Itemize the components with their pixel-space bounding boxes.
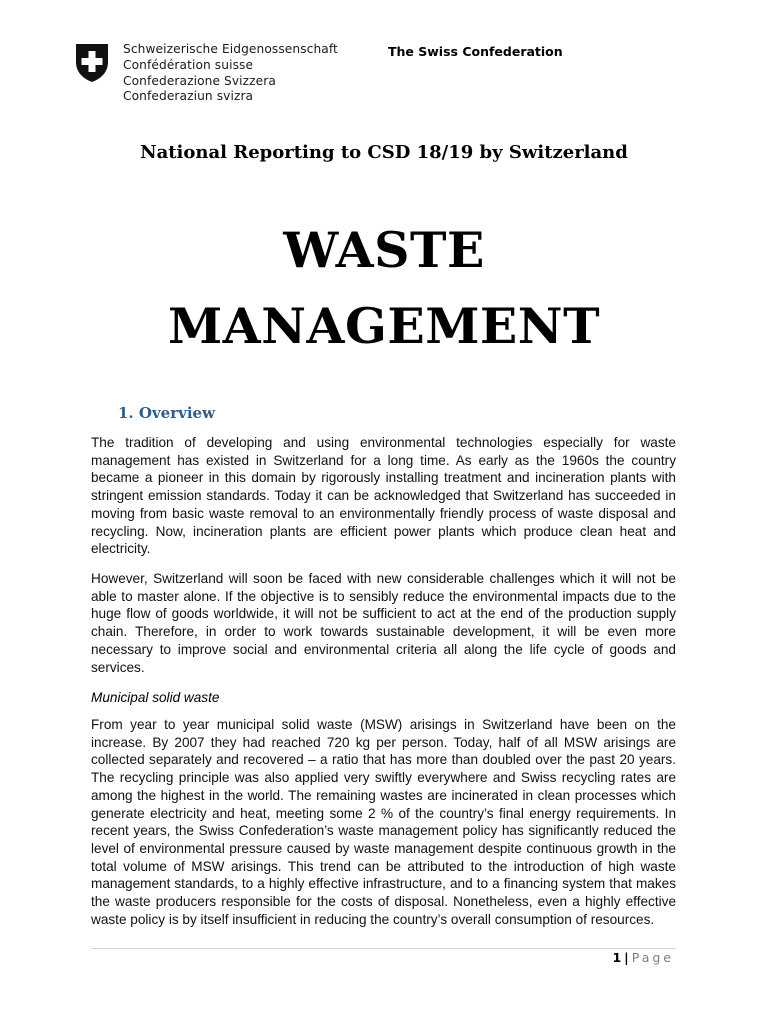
main-title <box>0 212 768 364</box>
subheading-municipal-solid-waste: Municipal solid waste <box>91 690 220 705</box>
confederation-names <box>123 42 338 105</box>
page-label: Page <box>631 950 674 965</box>
report-title: National Reporting to CSD 18/19 by Switzerland <box>140 142 628 163</box>
org-line-fr: Confédération suisse <box>123 57 254 72</box>
paragraph-overview-2: However, Switzerland will soon be faced with new considerable challenges which it will not be able to master alone. If the objective is to sensibly reduce the environmental impacts due to the huge flow of goods worldwide, it will not be sufficient to act at the end of the production supply chain. Therefore, in order to work towards sustainable development, it will be even more necessary to improve social and environmental criteria all along the life cycle of goods and services. <box>91 571 676 675</box>
org-line-rm: Confederaziun svizra <box>123 89 254 104</box>
page-separator: | <box>624 950 629 965</box>
org-line-it: Confederazione Svizzera <box>123 73 276 88</box>
section-heading-overview: 1. Overview <box>118 404 215 422</box>
org-line-de: Schweizerische Eidgenossenschaft <box>123 42 338 56</box>
paragraph-msw: From year to year municipal solid waste (MSW) arisings in Switzerland have been on the increase. By 2007 they had reached 720 kg per person. Today, half of all MSW arisings are collected separately and recovered – a ratio that has more than doubled over the past 20 years. The recycling principle was also applied very swiftly everywhere and Swiss recycling rates are among the highest in the world. The remaining wastes are incinerated in clean processes which generate electricity and heat, meeting some 2 % of the country’s final energy requirements. In recent years, the Swiss Confederation’s waste management policy has significantly reduced the level of environmental pressure caused by waste management despite continuous growth in the total volume of MSW arisings. This trend can be attributed to the introduction of high waste management standards, to a highly effective infrastructure, and to a financing system that makes the waste producers responsible for the costs of disposal. Nonetheless, even a highly effective waste policy is by itself insufficient in reducing the country’s overall consumption of resources. <box>91 717 676 927</box>
page-footer <box>612 950 674 965</box>
footer-divider <box>91 948 676 949</box>
page-number: 1 <box>612 950 622 965</box>
main-title-line-2: MANAGEMENT <box>167 297 601 355</box>
swiss-crest-icon <box>74 42 110 84</box>
main-title-line-1: WASTE <box>283 221 485 279</box>
header-right-label: The Swiss Confederation <box>388 44 563 59</box>
paragraph-overview-1: The tradition of developing and using environmental technologies especially for waste management has existed in Switzerland for a long time. As early as the 1960s the country became a pioneer in this domain by rigorously installing treatment and incineration plants with stringent emission standards. Today it can be acknowledged that Switzerland has succeeded in moving from basic waste removal to an environmentally friendly process of waste disposal and recycling. Now, incineration plants are efficient power plants which produce clean heat and electricity. <box>91 435 676 557</box>
